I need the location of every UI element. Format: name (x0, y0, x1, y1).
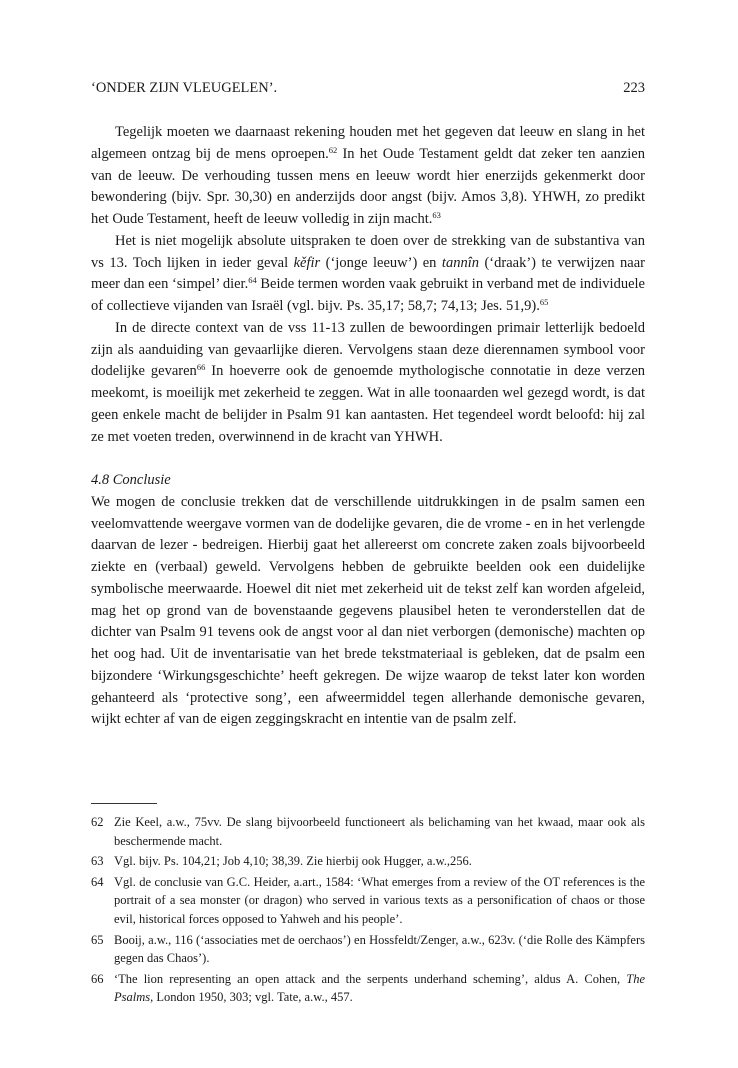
footnote-ref-63[interactable]: 63 (432, 210, 441, 220)
footnote-number: 63 (91, 854, 104, 869)
paragraph-1: Tegelijk moeten we daarnaast rekening houden met het gegeven dat leeuw en slang in het algemeen ontzag bij de mens oproepen.$^{62}$ In het Oude Testament geldt dat zeker ten aanzien van de leeuw. De verhouding tussen mens en leeuw wordt hier enerzijds gekenmerkt door bewondering (bijv. Spr. 30,30) en anderzijds door angst (bijv. Amos 3,8). YHWH, zo predikt het Oude Testament, heeft de leeuw volledig in zijn macht.$^{63}$ (91, 124, 645, 227)
page-number: 223 (623, 80, 645, 96)
section-heading: 4.8 Conclusie (91, 472, 171, 488)
hebrew-term: kěfir (293, 254, 321, 271)
running-title: ‘ONDER ZIJN VLEUGELEN’. (91, 80, 278, 96)
footnote-number: 66 (91, 971, 104, 986)
footnote-64 (91, 873, 645, 929)
footnote-63 (91, 852, 645, 871)
footnote-text: Booij, a.w., 116 (‘associaties met de oerchaos’) en Hossfeldt/Zenger, a.w., 623v. (‘die Rolle des Kämpfers gegen das Chaos’). (114, 932, 645, 966)
footnote-65 (91, 931, 645, 968)
footnote-ref-64[interactable]: 64 (248, 275, 257, 286)
hebrew-term: tannîn (441, 254, 479, 271)
footnote-number: 62 (91, 815, 104, 829)
footnote-ref-66[interactable]: 66 (196, 362, 206, 373)
paragraph-3: In de directe context van de vss 11-13 zullen de bewoordingen primair letterlijk bedoeld zijn als aanduiding van gevaarlijke dieren. Vervolgens staan deze dierennamen symbool voor dodelijke gevaren$^{66}$ In hoeverre ook de genoemde mythologische connotatie in deze verzen meekomt, is moeilijk met zekerheid te zeggen. Wat in alle toonaarden wel gezegd wordt, is dat geen enkele macht de belijder in Psalm 91 kan aantasten. Het tegendeel wordt beloofd: hij zal ze met voeten treden, overwinnend in de kracht van YHWH. (91, 319, 646, 445)
main-text (91, 122, 645, 731)
footnote-text: Vgl. bijv. Ps. 104,21; Job 4,10; 38,39. Zie hierbij ook Hugger, a.w.,256. (114, 854, 472, 869)
footnote-separator (91, 803, 157, 804)
footnote-number: 65 (91, 932, 104, 947)
footnotes (91, 813, 645, 1009)
paragraph-2: Het is niet mogelijk absolute uitspraken te doen over de strekking van de substantiva van vs 13. Toch lijken in ieder geval kěfir (‘jonge leeuw’) en tannîn (‘draak’) te verwijzen naar meer dan een ‘simpel’ dier.$^{64}$ Beide termen worden vaak gebruikt in verband met de individuele of collectieve vijanden van Israël (vgl. bijv. Ps. 35,17; 58,7; 74,13; Jes. 51,9).$^{65}$ (91, 232, 645, 314)
footnote-number: 64 (91, 874, 104, 889)
footnote-text: ‘The lion representing an open attack and the serpents underhand scheming’, aldus A. Cohen, The Psalms, London 1950, 303; vgl. Tate, a.w., 457. (114, 971, 645, 1005)
footnote-text: Vgl. de conclusie van G.C. Heider, a.art., 1584: ‘What emerges from a review of the OT references is the portrait of a sea monster (or dragon) who served in various texts as a personification of chaos or those evil, historical forces opposed to Yahweh and his people’. (114, 874, 645, 926)
footnote-62 (91, 813, 645, 850)
footnote-ref-62[interactable]: 62 (328, 144, 338, 155)
footnote-ref-65[interactable]: 65 (539, 297, 549, 307)
paragraph-4: We mogen de conclusie trekken dat de verschillende uitdrukkingen in de psalm samen een veelomvattende weergave vormen van de dodelijke gevaren, die de vrome - en in het verlengde daarvan de lezer - bedreigen. Hierbij gaat het allereerst om concrete zaken zoals bijvoorbeeld ziekte en (verbaal) geweld. Vervolgens hebben de gebruikte beelden ook een duidelijke symbolische meerwaarde. Hoewel dit niet met zekerheid uit de tekst zelf kan worden afgeleid, mag het op grond van de bovenstaande gegevens plausibel heten te veronderstellen dat de dichter van Psalm 91 tevens ook de angst voor al dan niet verborgen (demonische) machten op het oog had. Uit de inventarisatie van het brede tekstmateriaal is gebleken, dat de psalm een bijzondere ‘Wirkungsgeschichte’ heeft gekregen. De wijze waarop de tekst later kon worden gehanteerd als ‘protective song’, een afweermiddel tegen allerhande demonische gevaren, wijkt echter af van de eigen zeggingskracht en intentie van de psalm zelf. (91, 493, 645, 728)
footnote-66 (91, 970, 645, 1007)
book-title: The Psalms, (114, 971, 645, 1005)
footnote-text: Zie Keel, a.w., 75vv. De slang bijvoorbeeld functioneert als belichaming van het kwaad, maar ook als beschermende macht. (114, 815, 645, 848)
